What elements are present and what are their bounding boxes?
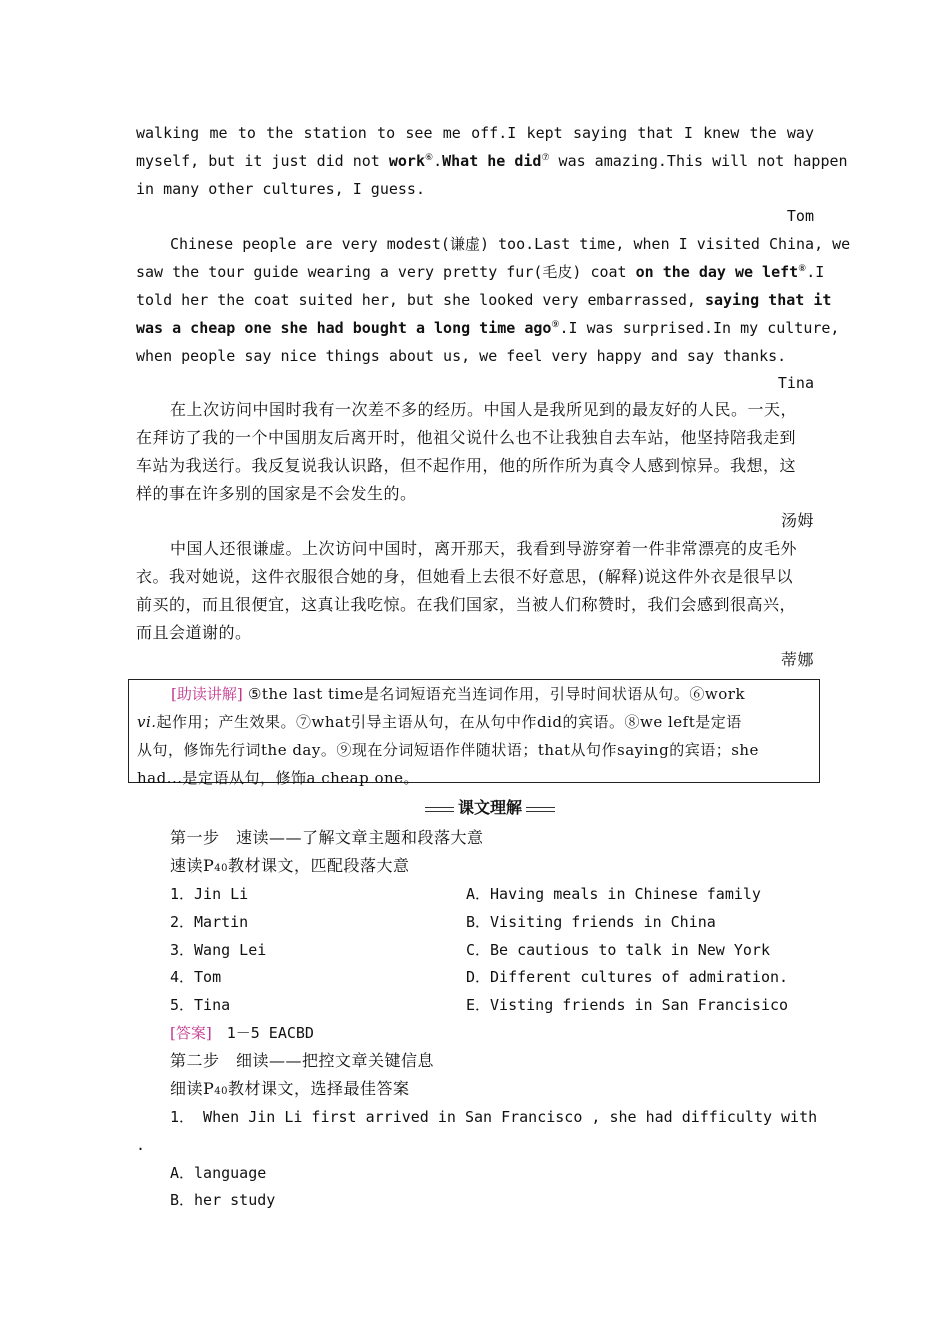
- match-item-right-d: D．Different cultures of admiration.: [466, 968, 789, 986]
- translation-tom-line-4: 样的事在许多别的国家是不会发生的。: [136, 484, 417, 503]
- match-item-left-1: 1．Jin Li: [170, 885, 249, 903]
- option-a: A．language: [170, 1164, 267, 1182]
- option-b: B．her study: [170, 1191, 276, 1209]
- reading-notes-box: [128, 679, 820, 787]
- step1-instruction: 速读P40教材课文，匹配段落大意: [170, 856, 410, 875]
- translation-tina-line-3: 前买的，而且很便宜，这真让我吃惊。在我们国家，当被人们称赞时，我们会感到很高兴，: [136, 595, 797, 614]
- translation-tom-line-2: 在拜访了我的一个中国朋友后离开时，他祖父说什么也不让我独自去车站，他坚持陪我走到: [136, 428, 797, 447]
- notes-line-2: vi.起作用；产生效果。⑦what引导主语从句，在从句中作did的宾语。⑧we left是定语: [137, 713, 742, 731]
- match-item-left-2: 2．Martin: [170, 913, 249, 931]
- notes-tag: [助读讲解]: [171, 685, 243, 703]
- match-item-right-a: A．Having meals in Chinese family: [466, 885, 761, 903]
- tina-signature: Tina: [777, 374, 814, 392]
- tom-line-3: in many other cultures, I guess.: [136, 180, 425, 198]
- translation-tina-line-1: 中国人还很谦虚。上次访问中国时，离开那天，我看到导游穿着一件非常漂亮的皮毛外: [170, 539, 798, 558]
- match-item-left-3: 3．Wang Lei: [170, 941, 267, 959]
- step2-title: 第二步 细读——把控文章关键信息: [170, 1051, 435, 1070]
- translation-tom-line-3: 车站为我送行。我反复说我认识路，但不起作用，他的所作所为真令人感到惊异。我想，这: [136, 456, 797, 475]
- step1-answer: [答案] 1－5 EACBD: [170, 1024, 314, 1042]
- notes-line-4: had...是定语从句，修饰a cheap one。: [137, 769, 420, 787]
- translation-tom-line-1: 在上次访问中国时我有一次差不多的经历。中国人是我所见到的最友好的人民。一天，: [170, 400, 798, 419]
- question-1-blank: .: [136, 1136, 146, 1154]
- match-item-left-4: 4．Tom: [170, 968, 222, 986]
- notes-line-3: 从句，修饰先行词the day。⑨现在分词短语作伴随状语；that从句作saying的宾语；she: [137, 741, 759, 759]
- tina-line-1: Chinese people are very modest(谦虚) too.Last time, when I visited China, we: [170, 235, 851, 253]
- translation-tina-line-2: 衣。我对她说，这件衣服很合她的身，但她看上去很不好意思，(解释)说这件外衣是很早以: [136, 567, 793, 586]
- section-heading-label: 课文理解: [454, 796, 526, 820]
- tina-line-3: told her the coat suited her, but she looked very embarrassed, saying that it: [136, 291, 832, 309]
- answer-tag: [答案]: [170, 1024, 212, 1042]
- translation-tom-signature: 汤姆: [780, 511, 814, 530]
- match-item-right-b: B．Visiting friends in China: [466, 913, 716, 931]
- tina-line-4: was a cheap one she had bought a long time ago⑨.I was surprised.In my culture,: [136, 319, 840, 337]
- tom-line-2: myself, but it just did not work⑥.What he did⑦ was amazing.This will not happen: [136, 152, 848, 170]
- step2-instruction: 细读P40教材课文，选择最佳答案: [170, 1079, 410, 1098]
- tina-line-5: when people say nice things about us, we feel very happy and say thanks.: [136, 347, 787, 365]
- step1-title: 第一步 速读——了解文章主题和段落大意: [170, 828, 484, 847]
- notes-line-1: [助读讲解] ⑤the last time是名词短语充当连词作用，引导时间状语从句。⑥work: [171, 685, 746, 703]
- question-1: 1． When Jin Li first arrived in San Francisco , she had difficulty with: [170, 1108, 818, 1126]
- tina-line-2: saw the tour guide wearing a very pretty fur(毛皮) coat on the day we left⑧.I: [136, 263, 825, 281]
- section-heading: [425, 796, 555, 820]
- match-item-right-e: E．Visting friends in San Francisico: [466, 996, 789, 1014]
- translation-tina-line-4: 而且会道谢的。: [136, 623, 252, 642]
- translation-tina-signature: 蒂娜: [780, 650, 814, 669]
- tom-signature: Tom: [786, 207, 814, 225]
- match-item-right-c: C．Be cautious to talk in New York: [466, 941, 770, 959]
- tom-line-1: walking me to the station to see me off.I kept saying that I knew the way: [136, 124, 814, 142]
- match-item-left-5: 5．Tina: [170, 996, 231, 1014]
